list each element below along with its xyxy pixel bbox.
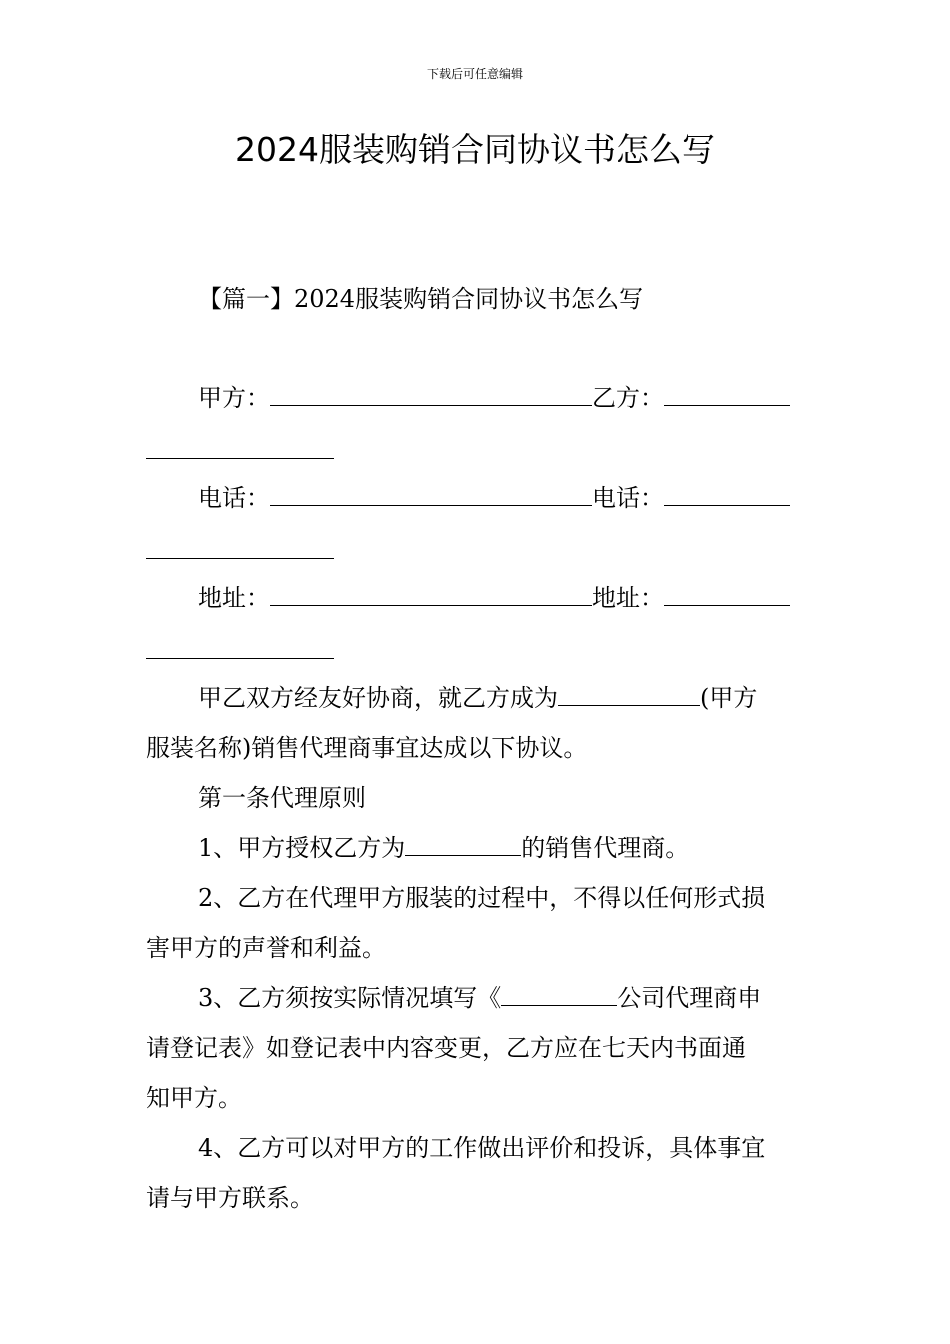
party-b-label: 乙方： — [592, 384, 664, 412]
article-one-item-1 — [198, 832, 806, 864]
phone-a-blank[interactable] — [270, 483, 592, 506]
intro-text: 甲乙双方经友好协商，就乙方成为 — [198, 684, 558, 712]
phone-row — [198, 482, 806, 514]
phone-a-label: 电话： — [198, 484, 270, 512]
intro-line-2: 服装名称)销售代理商事宜达成以下协议。 — [146, 734, 588, 762]
address-row — [198, 582, 806, 614]
address-b-blank[interactable] — [664, 583, 790, 606]
article-one-item-2: 2、乙方在代理甲方服装的过程中，不得以任何形式损 — [198, 884, 766, 912]
item-1-text: 1、甲方授权乙方为 — [198, 834, 406, 862]
article-one-item-4: 4、乙方可以对甲方的工作做出评价和投诉，具体事宜 — [198, 1134, 766, 1162]
party-b-blank-continued[interactable] — [146, 458, 334, 459]
article-one-item-3-cont-2: 知甲方。 — [146, 1084, 242, 1112]
document-title: 2024服装购销合同协议书怎么写 — [235, 130, 715, 169]
intro-line-1 — [198, 682, 806, 714]
intro-text-tail: (甲方 — [700, 684, 758, 712]
address-a-blank[interactable] — [270, 583, 592, 606]
phone-b-label: 电话： — [592, 484, 664, 512]
agent-region-blank[interactable] — [405, 833, 521, 856]
address-a-label: 地址： — [198, 584, 270, 612]
party-b-blank[interactable] — [664, 383, 790, 406]
company-name-blank[interactable] — [501, 983, 617, 1006]
article-one-item-2-cont: 害甲方的声誉和利益。 — [146, 934, 386, 962]
header-note: 下载后可任意编辑 — [426, 67, 523, 81]
clothing-name-blank[interactable] — [558, 683, 700, 706]
section-heading: 【篇一】2024服装购销合同协议书怎么写 — [198, 285, 644, 313]
party-a-label: 甲方： — [198, 384, 270, 412]
phone-b-blank[interactable] — [664, 483, 790, 506]
article-one-item-3 — [198, 982, 806, 1014]
item-1-text-tail: 的销售代理商。 — [521, 834, 690, 862]
article-one-heading: 第一条代理原则 — [198, 784, 366, 812]
article-one-item-4-cont: 请与甲方联系。 — [146, 1184, 314, 1212]
address-b-label: 地址： — [592, 584, 664, 612]
item-3-text: 3、乙方须按实际情况填写《 — [198, 984, 502, 1012]
item-3-text-tail: 公司代理商申 — [617, 984, 762, 1012]
address-b-blank-continued[interactable] — [146, 658, 334, 659]
party-a-blank[interactable] — [270, 383, 592, 406]
party-row — [198, 382, 806, 414]
phone-b-blank-continued[interactable] — [146, 558, 334, 559]
article-one-item-3-cont: 请登记表》如登记表中内容变更，乙方应在七天内书面通 — [146, 1034, 746, 1062]
